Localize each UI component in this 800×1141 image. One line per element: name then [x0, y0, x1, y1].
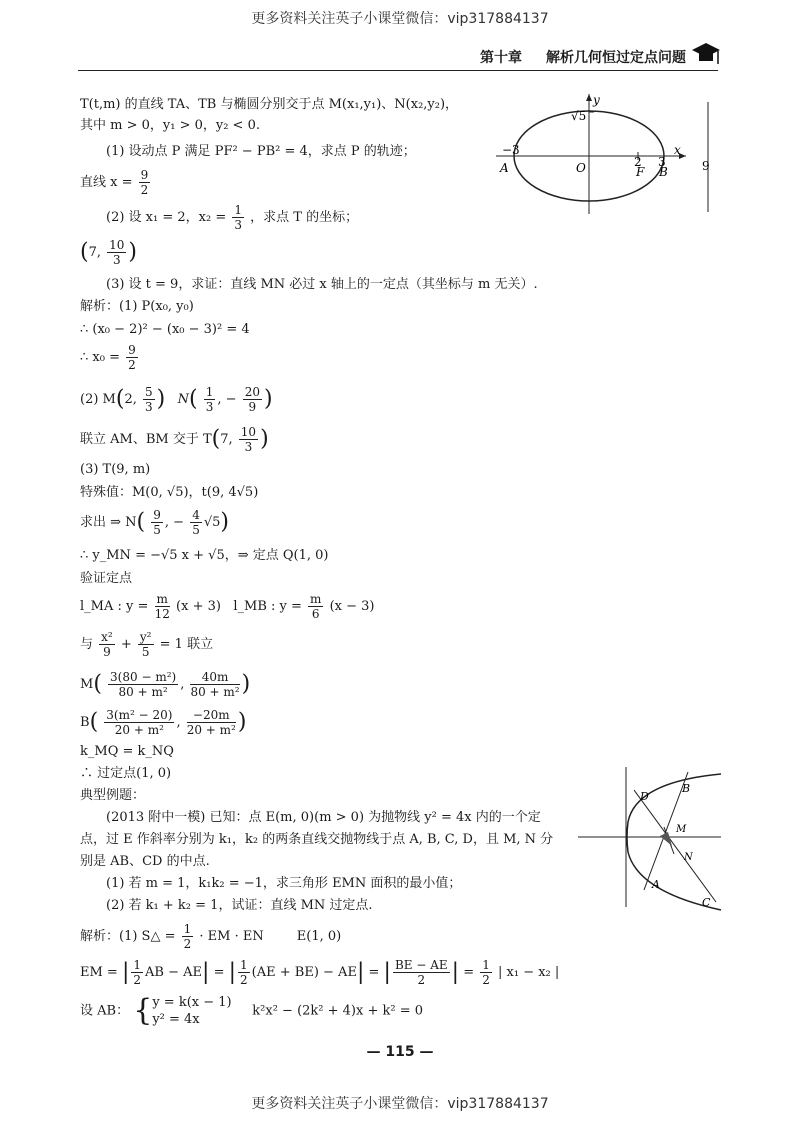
chapter-label: 第十章	[480, 50, 522, 66]
label-F: F	[636, 165, 645, 179]
label-x-axis: x	[674, 143, 681, 157]
text-line: k_MQ = k_NQ	[80, 744, 174, 759]
formula-line: M( $\frac{\text{3(80 − m²)}}{\text{80 + m²}}$ , $\frac{40m}{\text{80 + m²}}$ )	[80, 670, 251, 699]
formula-line: (2) M(2, $\frac{5}{3}$ ) N( $\frac{1}{3}$ , − $\frac{20}{9}$ )	[80, 385, 273, 414]
text-line: 特殊值：M(0, √5)，t(9, 4√5)	[80, 485, 259, 500]
watermark-bottom: 更多资料关注英子小课堂微信：vip317884137	[251, 1096, 549, 1112]
text-line: ∴ y_MN = −√5 x + √5，⇒ 定点 Q(1, 0)	[80, 548, 329, 563]
ellipse-figure	[496, 92, 722, 216]
text-line: 其中 m > 0，y₁ > 0，y₂ < 0.	[80, 118, 260, 133]
label-y-axis: y	[593, 93, 600, 107]
label-2: 2	[634, 155, 642, 169]
text-line: ∴ 过定点(1, 0)	[80, 766, 172, 781]
chapter-header	[480, 47, 720, 69]
label-A2: A	[652, 878, 660, 891]
section-heading: 典型例题：	[80, 788, 146, 803]
graduation-cap-icon	[690, 40, 722, 68]
formula-line: 直线 x = $\frac{9}{2}$	[80, 168, 149, 197]
text-line: T(t,m) 的直线 TA、TB 与椭圆分别交于点 M(x₁,y₁)、N(x₂,y₂)，	[80, 97, 459, 112]
formula-line: 与 $\frac{\text{x²}}{9}$ + $\frac{\text{y²}}{5}$ = 1 联立	[80, 630, 214, 659]
text-line: 别是 AB、CD 的中点.	[80, 854, 210, 869]
label-9: 9	[702, 159, 710, 173]
formula-line: 联立 AM、BM 交于 T(7, $\frac{10}{3}$ )	[80, 425, 269, 454]
text-line: (2) 若 k₁ + k₂ = 1，试证：直线 MN 过定点.	[106, 898, 373, 913]
formula-line: ∴ x₀ = $\frac{9}{2}$	[80, 343, 136, 372]
label-O: O	[576, 161, 586, 175]
formula-line: 求出 ⇒ N( $\frac{9}{5}$ , − $\frac{4}{5}$ √5)	[80, 508, 230, 537]
label-3: 3	[658, 155, 666, 169]
label-M: M	[676, 824, 687, 835]
label-B: B	[659, 165, 668, 179]
formula-line: (2) 设 x₁ = 2，x₂ = $\frac{1}{3}$ ，求点 T 的坐标；	[106, 203, 359, 232]
text-line: (1) 设动点 P 满足 PF² − PB² = 4，求点 P 的轨迹；	[106, 144, 416, 159]
label-sqrt5: √5	[571, 109, 587, 123]
text-line: (3) 设 t = 9，求证：直线 MN 必过 x 轴上的一定点（其坐标与 m 无关）.	[106, 277, 538, 292]
text-line: 解析：(1) P(x₀, y₀)	[80, 299, 194, 314]
formula-line: 解析：(1) S△ = $\frac{1}{2}$ · EM · EN E(1, 0)	[80, 922, 342, 951]
formula-line: 设 AB： {y = k(x − 1) y² = 4x k²x² − (2k² + 4)x + k² = 0	[80, 993, 424, 1028]
label-N: N	[684, 852, 693, 863]
watermark-top: 更多资料关注英子小课堂微信：vip317884137	[251, 11, 549, 27]
text-line: (1) 若 m = 1，k₁k₂ = −1，求三角形 EMN 面积的最小值；	[106, 876, 462, 891]
formula-line: l_MA : y = $\frac{m}{12}$ (x + 3) l_MB : y = $\frac{m}{6}$ (x − 3)	[80, 592, 375, 621]
formula-line: (7, $\frac{10}{3}$ )	[80, 238, 138, 267]
page-number: — 115 —	[366, 1044, 434, 1060]
parabola-figure	[576, 762, 726, 912]
label-B2: B	[682, 782, 691, 795]
label-D: D	[640, 790, 649, 803]
text-line: (2013 附中一模) 已知：点 E(m, 0)(m > 0) 为抛物线 y² = 4x 内的一个定	[106, 810, 541, 825]
text-line: 点，过 E 作斜率分别为 k₁，k₂ 的两条直线交抛物线于点 A, B, C, D，且 M, N 分	[80, 832, 554, 847]
label-minus3: −3	[502, 143, 520, 157]
chapter-title: 解析几何恒过定点问题	[546, 50, 686, 66]
label-A: A	[500, 161, 509, 175]
header-rule	[78, 70, 718, 71]
formula-line: EM = | $\frac{1}{2}$ AB − AE| = | $\frac{1}{2}$ (AE + BE) − AE| = | $\frac{BE - AE}{2}$ | = $\frac{1}{2}$ | x₁ − x₂ |	[80, 958, 560, 987]
label-C: C	[702, 896, 711, 909]
text-line: 验证定点	[80, 571, 133, 586]
text-line: (3) T(9, m)	[80, 462, 151, 477]
formula-line: B( $\frac{\text{3(m² − 20)}}{\text{20 + m²}}$ , $\frac{-20m}{\text{20 + m²}}$ )	[80, 708, 247, 737]
text-line: ∴ (x₀ − 2)² − (x₀ − 3)² = 4	[80, 322, 250, 337]
